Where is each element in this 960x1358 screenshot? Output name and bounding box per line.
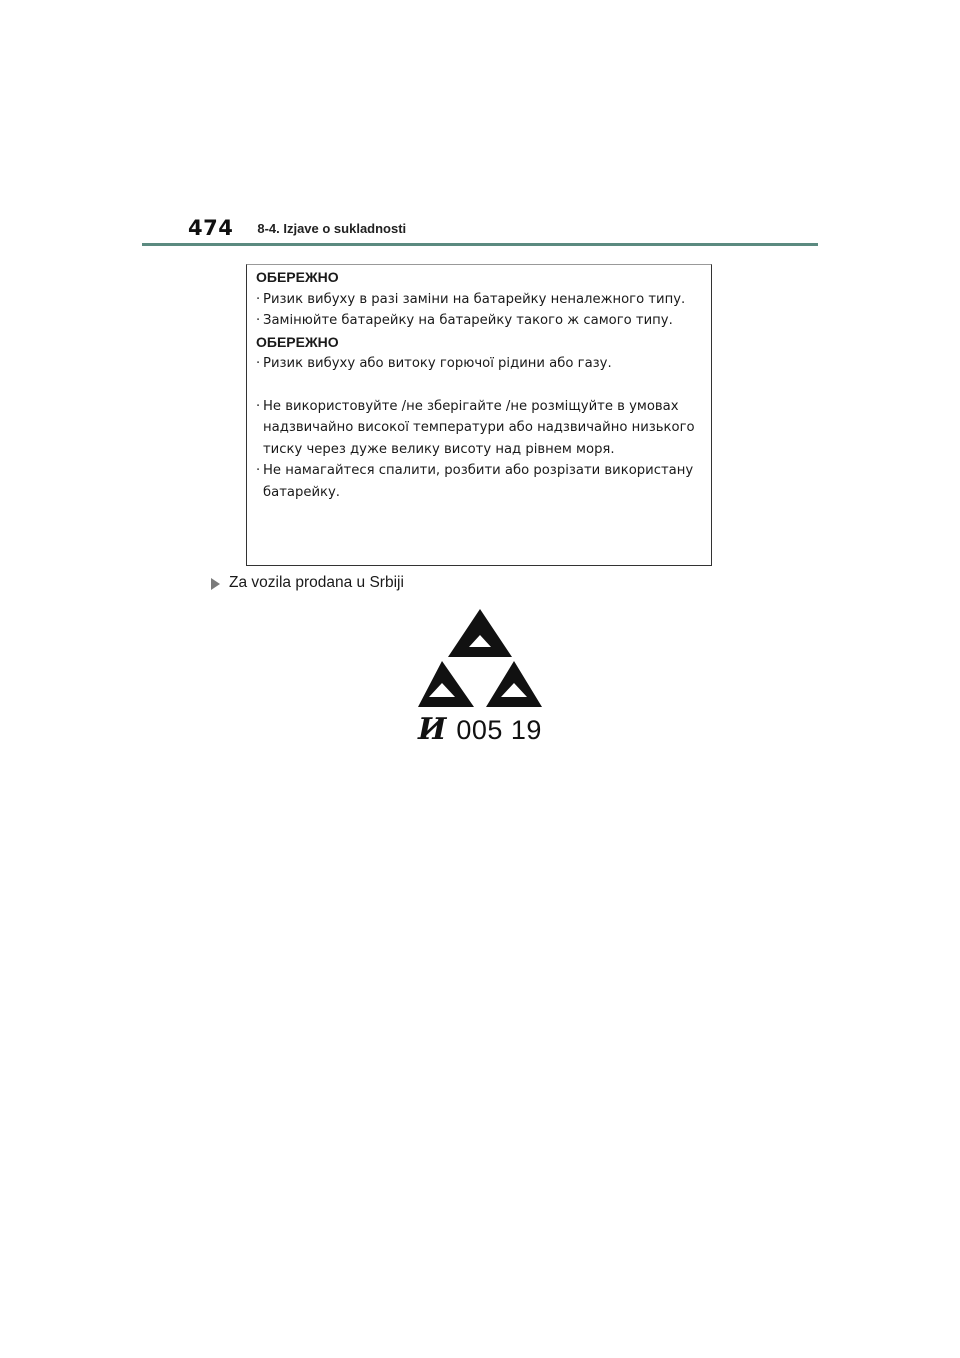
- warning-item-text: Ризик вибуху або витоку горючої рідини або газу.: [263, 356, 612, 371]
- warning-heading-2: ОБЕРЕЖНО: [256, 333, 339, 350]
- three-triangles-mark-icon: [414, 607, 546, 711]
- header-divider: [142, 243, 818, 246]
- bullet-dot-icon: ·: [256, 291, 261, 307]
- warning-item: [256, 460, 701, 503]
- warning-item-text: Не намагайтеся спалити, розбити або розрізати використану батарейку.: [263, 463, 694, 500]
- serbia-subheading: [211, 574, 404, 592]
- warning-item-text: Не використовуйте /не зберігайте /не розміщуйте в умовах надзвичайно високої температури або надзвичайно низького тиску через дуже велику висоту над рівнем моря.: [263, 398, 695, 457]
- certification-code: [418, 712, 542, 746]
- bullet-dot-icon: ·: [256, 463, 261, 478]
- section-title: 8-4. Izjave o sukladnosti: [257, 220, 407, 236]
- serbia-label: Za vozila prodana u Srbiji: [229, 574, 404, 591]
- warning-item: [256, 289, 701, 311]
- triangle-right-icon: [211, 578, 220, 590]
- spacer: [256, 375, 701, 396]
- certification-letter: И: [418, 712, 447, 747]
- bullet-dot-icon: ·: [256, 313, 261, 328]
- bullet-dot-icon: ·: [256, 398, 261, 414]
- warning-box: [246, 264, 712, 566]
- page-number: 474: [188, 216, 234, 240]
- page-header: [188, 212, 406, 244]
- certification-number: 005 19: [456, 715, 542, 745]
- warning-item: [256, 396, 701, 461]
- warning-item: [256, 310, 701, 332]
- warning-item-text: Замінюйте батарейку на батарейку такого ж самого типу.: [263, 313, 673, 328]
- warning-item-text: Ризик вибуху в разі заміни на батарейку неналежного типу.: [263, 291, 686, 307]
- warning-item: [256, 353, 701, 375]
- warning-content: [256, 267, 701, 503]
- bullet-dot-icon: ·: [256, 356, 261, 371]
- warning-heading-1: ОБЕРЕЖНО: [256, 269, 339, 285]
